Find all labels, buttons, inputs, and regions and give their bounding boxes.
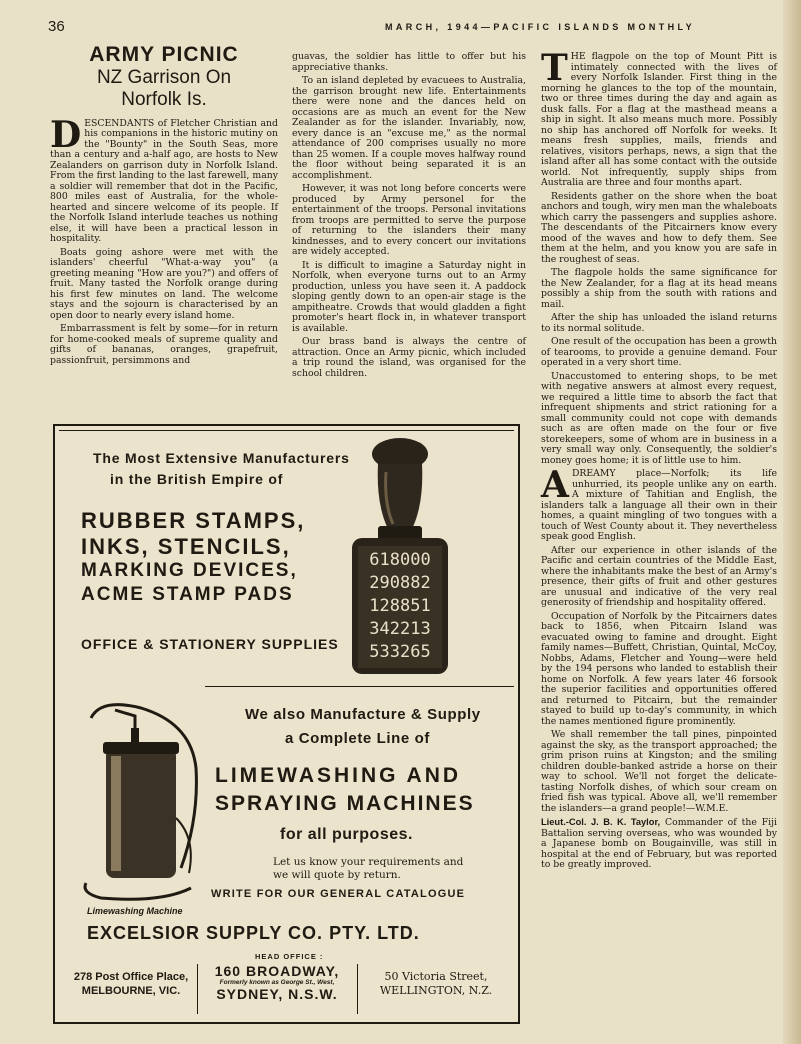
address-note: Formerly known as George St., West, [219, 979, 335, 986]
paragraph: guavas, the soldier has little to offer but his appreciative thanks. [292, 51, 526, 73]
paragraph-text: ESCENDANTS of Fletcher Christian and his companions in the historic mutiny on the "Bounty" in the South Seas, more than a century and a-half ago, are hosts to New Zealanders on garrison duty in Norfolk Island. From the first landing to the last farewell, many a soldier will remember that dot in the Pacific, 800 miles east of Australia, for the whole-hearted and sincere welcome of its people. If the Norfolk Island interlude teaches us nothing else, it will have been a practical lesson in hospitality. [50, 117, 278, 244]
ad-product-rubber-stamps: RUBBER STAMPS, [81, 508, 306, 533]
stamp-digits-row-2: 290882 [369, 573, 431, 593]
paragraph-text: HE flagpole on the top of Mount Pitt is intimately connected with the lives of every Norfolk Islander. First thing in the morning he glances to the top of the mountain, two or three times during the day and again as dusk falls. For a flag at the masthead means a ship in sight. It also means much more. Possibly no ship has anchored off Norfolk for weeks. It means fresh supplies, mails, friends and relatives, visitors perhaps, news, a sign that the island after all has some contact with the outside world. Not infrequently, supply ships from Australia are three and four months apart. [541, 51, 777, 188]
paragraph [541, 464, 777, 543]
limewashing-machine-illustration [71, 698, 206, 903]
ad-address-sydney [201, 964, 353, 1001]
paragraph [541, 47, 777, 189]
ad-also-line-1: We also Manufacture & Supply [245, 706, 481, 723]
article-column-1 [50, 43, 278, 369]
address-line: WELLINGTON, N.Z. [379, 984, 493, 997]
ad-divider [357, 964, 358, 1014]
news-brief-lead: Lieut.-Col. J. B. K. Taylor, [541, 817, 661, 827]
stamp-digits-row-4: 342213 [369, 619, 431, 639]
paragraph: After our experience in other islands of the Pacific and certain countries of the Middle East, where the inhabitants make the best of an Army's presence, their gifts of fruit and other gestures are unusual and indicative of the very real generosity of friendship and hospitality offered. [541, 544, 777, 608]
address-line: 160 BROADWAY, [214, 963, 340, 979]
address-line: SYDNEY, N.S.W. [216, 986, 338, 1002]
article-title: ARMY PICNIC [89, 43, 239, 66]
ad-catalogue-callout: WRITE FOR OUR GENERAL CATALOGUE [211, 888, 466, 900]
news-brief [541, 817, 777, 871]
ad-quote-text: Let us know your requirements and we will quote by return. [273, 856, 464, 881]
ad-rule-top [59, 430, 514, 431]
paragraph: Occupation of Norfolk by the Pitcairners dates back to 1856, when Pitcairn Island was evacuated owing to famine and drought. Eight family names—Buffett, Christian, Quintal, McCoy, Nobbs, Adams, Fletcher and Young—were held by the 194 persons who landed to establish their home on Norfolk. A few years later 46 forsook the superior facilities and opportunities offered and returned to Pitcairn, but the remainder stayed to build up to-day's community, in which the names mentioned figure prominently. [541, 610, 777, 727]
ad-divider [197, 964, 198, 1014]
paragraph: It is difficult to imagine a Saturday night in Norfolk, when everyone turns out to an Army production, unless you have seen it. A paddock sloping gently down to an open-air stage is the ampitheatre. Crowds that would gladden a fight promoter's heart flock in, in whatever transport is available. [292, 259, 526, 334]
paragraph: One result of the occupation has been a growth of tearooms, to provide a genuine demand. Four operated in a very short time. [541, 336, 777, 368]
ad-company-name: EXCELSIOR SUPPLY CO. PTY. LTD. [87, 923, 420, 943]
ad-address-wellington [361, 970, 511, 998]
article-column-3 [541, 47, 778, 874]
stamp-digits-row-5: 533265 [369, 642, 431, 662]
ad-rule-middle [205, 686, 514, 687]
drop-cap: T [541, 47, 568, 89]
page-number: 36 [48, 18, 65, 35]
rubber-stamp-illustration [338, 434, 458, 674]
ad-heading-line-1: The Most Extensive Manufacturers [93, 450, 350, 466]
ad-product-stamp-pads: ACME STAMP PADS [81, 584, 294, 605]
subtitle-line-1: NZ Garrison On [96, 66, 232, 88]
subtitle-line-2: Norfolk Is. [121, 88, 207, 110]
ad-office-supplies: OFFICE & STATIONERY SUPPLIES [81, 636, 339, 652]
drop-cap: A [541, 464, 569, 506]
address-line: 50 Victoria Street, [384, 970, 488, 983]
advertisement [53, 424, 520, 1024]
paragraph: After the ship has unloaded the island returns to its normal solitude. [541, 312, 777, 334]
paragraph: Unaccustomed to entering shops, to be met with negative answers at almost every request, we required a little time to absorb the fact that infrequent shipments and strict rationing for a small community could not cope with demands such as are often made on the four or five storekeepers, some of whom are in business in a very small way only. Consequently, the soldier's money goes home; it is of little use to him. [541, 370, 777, 466]
ad-spraying-machines: SPRAYING MACHINES [215, 792, 475, 815]
paragraph: Residents gather on the shore when the boat anchors and tough, wiry men man the whaleboats which carry the passengers and supplies ashore. The descendants of the Pitcairners know every mood of the waves and how to defy them. See them at the helm, and you know you are safe in the roughest of seas. [541, 190, 777, 265]
paragraph: Our brass band is always the centre of attraction. Once an Army picnic, which included a trip round the island, was organised for the school children. [292, 336, 526, 379]
ad-address-melbourne [71, 970, 191, 998]
stamp-digits-row-1: 618000 [369, 550, 431, 570]
ad-all-purposes: for all purposes. [280, 826, 413, 843]
paragraph: The flagpole holds the same significance for the New Zealander, for a flag at its head means possibly a ship from the south with rations and mail. [541, 267, 777, 310]
drop-cap: D [50, 113, 82, 156]
ad-limewashing: LIMEWASHING AND [215, 764, 462, 787]
paragraph [50, 113, 278, 245]
ad-also-line-2: a Complete Line of [285, 730, 430, 747]
paragraph: However, it was not long before concerts were produced by Army personel for the entertainment of the troops. Personal invitations from troops are permitted to serve the purpose of returning to the islanders their many kindnesses, and to every concert our invitations are widely accepted. [292, 183, 526, 257]
ad-product-inks-stencils: INKS, STENCILS, [81, 534, 291, 559]
news-brief-text: Commander of the Fiji Battalion serving overseas, who was wounded by a Japanese bomb on Bougainville, was still in hospital at the end of February, but was reported to be greatly improved. [541, 817, 778, 870]
running-head: MARCH, 1944—PACIFIC ISLANDS MONTHLY [385, 22, 696, 32]
paragraph: Embarrassment is felt by some—for in return for home-cooked meals of supreme quality and gifts of bananas, oranges, grapefruit, passionfruit, persimmons and [50, 323, 278, 366]
stamp-digits-row-3: 128851 [369, 596, 431, 616]
paragraph-text: DREAMY place—Norfolk; its life unhurried, its people unlike any on earth. A mixture of Tahitian and English, the islanders talk a language all their own in their homes, a quaint mingling of two tongues with a touch of West County about it. They nevertheless speak good English. [541, 468, 777, 542]
paragraph: Boats going ashore were met with the islanders' cheerful "What-a-way you" (a greeting meaning "How are you?") and offers of fruit. Many tasted the Norfolk orange during his first few minutes on land. The welcome stays and the sojourn is characterised by an open door to nearly every island home. [50, 246, 278, 321]
ad-heading-line-2: in the British Empire of [110, 471, 284, 487]
ad-product-marking-devices: MARKING DEVICES, [81, 560, 298, 581]
ad-head-office-label: HEAD OFFICE : [255, 952, 324, 961]
article-column-2 [292, 52, 526, 382]
address-line: 278 Post Office Place, [73, 971, 189, 983]
paragraph: We shall remember the tall pines, pinpointed against the sky, as the transport approached; the grim prison ruins at Kingston; and the smiling children double-banked astride a horse on their way to school. We'll not forget the delicate-tasting Norfolk dishes, of which sour cream on fried fish was typical. Above all, we'll remember the islanders—a grand people!—W.M.E. [541, 729, 777, 814]
page-edge-shadow [783, 0, 801, 1044]
paragraph: To an island depleted by evacuees to Australia, the garrison brought new life. Entertainments there were none and the dances held on occasions are as much an event for the New Zealander as for the islander. Invariably, now, every dance is an "excuse me," as the normal attendance of 200 comprises usually no more than 25 women. If a couple moves halfway round the floor without being separated it is an accomplishment. [292, 75, 526, 181]
address-line: MELBOURNE, VIC. [81, 985, 181, 997]
article-subtitle [50, 67, 278, 111]
ad-illustration-caption: Limewashing Machine [87, 906, 183, 916]
